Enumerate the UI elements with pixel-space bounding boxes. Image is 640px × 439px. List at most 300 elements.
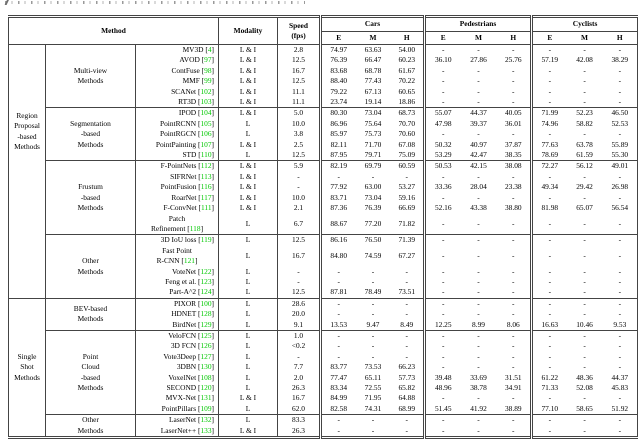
metric-pedestrians-easy: - xyxy=(442,250,445,260)
metric-pedestrians-hard: - xyxy=(497,246,532,267)
metric-cyclists-easy: - xyxy=(548,76,552,86)
metric-cyclists-moderate: 48.36 xyxy=(576,372,593,382)
method-category-label: Region Proposal -based Methods xyxy=(9,45,46,299)
metric-pedestrians-moderate: - xyxy=(477,362,480,372)
method-name: Fast Point R-CNN [121] xyxy=(136,246,219,267)
metric-cars-moderate: 73.04 xyxy=(364,192,382,202)
method-subcategory-label: BEV-based Methods xyxy=(46,298,136,330)
metric-cars-hard: 71.39 xyxy=(391,235,425,246)
metric-pedestrians-moderate: 38.78 xyxy=(470,383,487,392)
metric-cyclists-moderate: - xyxy=(583,171,586,181)
metric-cyclists-hard: - xyxy=(603,415,638,426)
metric-cars-moderate: 76.50 xyxy=(356,235,391,246)
speed-value: 28.6 xyxy=(278,298,321,309)
metric-pedestrians-moderate: 27.86 xyxy=(470,55,487,65)
metric-cars-moderate: 79.71 xyxy=(364,150,382,160)
metric-cyclists-easy: 77.63 xyxy=(541,139,559,149)
metric-cyclists-hard: - xyxy=(618,65,622,75)
metric-cyclists-hard: - xyxy=(618,341,622,351)
metric-pedestrians-hard: 38.89 xyxy=(497,404,532,415)
modality-value: L xyxy=(219,341,278,351)
metric-pedestrians-easy: 51.45 xyxy=(434,403,452,413)
metric-cars-easy: 80.30 xyxy=(321,108,356,119)
metric-pedestrians-moderate: - xyxy=(477,192,480,202)
metric-pedestrians-easy: - xyxy=(425,235,461,246)
metric-pedestrians-moderate: - xyxy=(477,341,480,351)
metric-cyclists-easy: - xyxy=(548,250,552,260)
modality-value: L & I xyxy=(219,76,278,86)
metric-cars-easy: 83.34 xyxy=(330,383,348,392)
metric-cars-moderate: 75.64 xyxy=(364,118,382,128)
citation-link[interactable]: 109 xyxy=(200,403,212,413)
method-name: PointPillars [109] xyxy=(136,404,219,415)
speed-value: - xyxy=(278,352,321,362)
citation-link[interactable]: 112 xyxy=(200,161,212,171)
modality-value: L & I xyxy=(219,108,278,119)
metric-cyclists-hard: 55.30 xyxy=(611,150,629,160)
metric-cars-moderate: 77.43 xyxy=(364,76,382,86)
metric-cars-easy: 84.99 xyxy=(330,393,348,403)
metric-pedestrians-easy: 33.36 xyxy=(434,182,452,192)
metric-pedestrians-easy: - xyxy=(442,362,445,372)
method-name: MVX-Net [131] xyxy=(136,393,219,403)
modality-value: L xyxy=(219,277,278,287)
metric-cars-moderate: 63.63 xyxy=(356,45,391,56)
citation-link[interactable]: 97 xyxy=(204,55,212,65)
metric-cyclists-moderate: - xyxy=(583,309,586,319)
metric-pedestrians-hard: - xyxy=(497,76,532,86)
metric-cars-moderate: 73.53 xyxy=(364,362,382,372)
speed-value: - xyxy=(278,277,321,287)
metric-cyclists-moderate: 56.12 xyxy=(567,161,603,172)
metric-cyclists-easy: - xyxy=(548,309,552,319)
citation-link[interactable]: 119 xyxy=(200,235,212,245)
metric-cars-easy: 85.97 xyxy=(330,129,348,139)
modality-value: L xyxy=(219,119,278,129)
metric-cyclists-hard: 52.53 xyxy=(611,118,629,128)
speed-value: 26.3 xyxy=(278,383,321,393)
modality-value: L & I xyxy=(219,193,278,203)
citation-link[interactable]: 121 xyxy=(183,256,195,266)
metric-cyclists-moderate: - xyxy=(583,250,586,260)
metric-cyclists-moderate: 58.82 xyxy=(576,118,593,128)
citation-link[interactable]: 113 xyxy=(200,171,212,181)
metric-cars-moderate: 65.11 xyxy=(364,372,382,382)
method-name: 3DBN [130] xyxy=(136,362,219,372)
metric-pedestrians-hard: 31.51 xyxy=(497,373,532,383)
speed-value: 16.7 xyxy=(278,393,321,403)
metric-cyclists-hard: - xyxy=(618,97,622,107)
metric-cars-easy: 13.53 xyxy=(330,319,348,329)
metric-cyclists-moderate: 58.65 xyxy=(576,403,593,413)
metric-cyclists-moderate: - xyxy=(583,129,586,139)
speed-value: 12.5 xyxy=(278,76,321,86)
metric-pedestrians-easy: - xyxy=(425,330,461,341)
metric-cyclists-moderate: - xyxy=(583,393,586,403)
metric-cyclists-easy: - xyxy=(532,45,567,56)
metric-cars-moderate: 74.59 xyxy=(364,250,382,260)
metric-pedestrians-easy: 12.25 xyxy=(434,319,452,329)
metric-cyclists-easy: 77.10 xyxy=(541,403,559,413)
metric-cars-easy: 88.40 xyxy=(330,76,348,86)
metric-pedestrians-moderate: 8.99 xyxy=(472,319,485,329)
metric-cyclists-hard: 49.01 xyxy=(603,161,638,172)
method-name: 3D FCN [126] xyxy=(136,341,219,351)
metric-cars-easy: - xyxy=(337,425,340,435)
metric-cars-easy: 86.96 xyxy=(330,118,348,128)
metric-pedestrians-moderate: 42.15 xyxy=(461,161,497,172)
modality-value: L & I xyxy=(219,66,278,76)
metric-cars-moderate: 76.39 xyxy=(364,203,382,213)
metric-pedestrians-easy: 39.48 xyxy=(434,372,452,382)
citation-link[interactable]: 123 xyxy=(200,276,212,286)
speed-value: 12.5 xyxy=(278,55,321,65)
speed-label-line2: (fps) xyxy=(291,31,306,40)
metric-cars-moderate: 63.00 xyxy=(364,182,382,192)
metric-cars-easy: 87.95 xyxy=(330,150,348,160)
method-name: PIXOR [100] xyxy=(136,298,219,309)
citation-link[interactable]: 128 xyxy=(200,309,212,319)
citation-link[interactable]: 125 xyxy=(200,330,212,340)
metric-pedestrians-moderate: - xyxy=(477,76,480,86)
metric-cars-easy: 83.71 xyxy=(330,192,348,202)
citation-link[interactable]: 116 xyxy=(200,182,212,192)
metric-cars-hard: 70.70 xyxy=(391,119,425,129)
metric-cars-hard: 60.23 xyxy=(391,55,425,65)
metric-pedestrians-moderate: - xyxy=(477,425,480,435)
speed-value: 20.0 xyxy=(278,309,321,319)
modality-value: L xyxy=(219,404,278,415)
metric-cars-hard: - xyxy=(391,298,425,309)
method-subcategory-label: Frustum -based Methods xyxy=(46,161,136,235)
metric-cars-moderate: 19.14 xyxy=(364,97,382,107)
citation-link[interactable]: 127 xyxy=(200,351,212,361)
metric-cars-easy: 23.74 xyxy=(330,97,348,107)
citation-link[interactable]: 106 xyxy=(200,129,212,139)
metric-pedestrians-easy: 47.98 xyxy=(434,118,452,128)
metric-pedestrians-moderate: 40.97 xyxy=(470,139,487,149)
method-name: HDNET [128] xyxy=(136,309,219,319)
speed-value: 10.0 xyxy=(278,119,321,129)
method-name: PointRCNN [105] xyxy=(136,119,219,129)
citation-link[interactable]: 102 xyxy=(200,86,212,96)
benchmark-results-table xyxy=(8,15,638,439)
metric-cyclists-easy: - xyxy=(548,425,552,435)
metric-cars-easy: - xyxy=(321,298,356,309)
speed-value: 2.5 xyxy=(278,140,321,150)
metric-cyclists-easy: - xyxy=(548,65,552,75)
modality-value: L & I xyxy=(219,45,278,56)
metric-pedestrians-easy: - xyxy=(442,425,445,435)
metric-cars-easy: 76.39 xyxy=(330,55,348,65)
speed-value: <0.2 xyxy=(278,341,321,351)
citation-link[interactable]: 133 xyxy=(200,425,212,435)
metric-cars-easy: 74.97 xyxy=(321,45,356,56)
metric-cars-easy: 82.19 xyxy=(321,161,356,172)
metric-pedestrians-moderate: - xyxy=(477,266,480,276)
method-name: 3D IoU loss [119] xyxy=(136,235,219,246)
citation-link[interactable]: 105 xyxy=(200,118,212,128)
metric-cyclists-hard: - xyxy=(618,129,622,139)
citation-link[interactable]: 110 xyxy=(200,150,212,160)
metric-pedestrians-hard: - xyxy=(497,66,532,76)
col-header-cars: Cars xyxy=(321,17,425,32)
metric-cars-moderate: - xyxy=(371,351,375,361)
col-header-modality: Modality xyxy=(219,17,278,45)
metric-cyclists-easy: 49.34 xyxy=(541,182,559,192)
metric-pedestrians-easy: - xyxy=(442,65,445,75)
metric-cyclists-hard: 38.29 xyxy=(611,55,629,65)
metric-cars-hard: 68.99 xyxy=(391,404,425,415)
metric-cars-moderate: - xyxy=(371,341,375,351)
citation-link[interactable]: 117 xyxy=(200,192,212,202)
metric-pedestrians-hard: - xyxy=(497,362,532,372)
metric-cyclists-moderate: - xyxy=(567,45,603,56)
metric-cars-easy: 82.11 xyxy=(330,139,347,149)
metric-pedestrians-moderate: - xyxy=(461,415,497,426)
metric-cars-easy: - xyxy=(337,266,340,276)
metric-cars-moderate: - xyxy=(371,309,375,319)
citation-link[interactable]: 124 xyxy=(200,287,212,297)
metric-cars-easy: 77.92 xyxy=(330,182,348,192)
metric-cyclists-hard: - xyxy=(603,330,638,341)
metric-cyclists-easy: 78.69 xyxy=(541,150,559,160)
speed-value: - xyxy=(278,182,321,192)
speed-value: 2.8 xyxy=(278,45,321,56)
metric-cars-moderate: 74.31 xyxy=(364,403,382,413)
metric-cyclists-easy: - xyxy=(548,276,552,286)
metric-cars-easy: - xyxy=(321,330,356,341)
modality-value: L xyxy=(219,415,278,426)
method-name: MMF [99] xyxy=(136,76,219,86)
metric-cars-hard: 70.22 xyxy=(391,76,425,86)
metric-pedestrians-hard: 36.01 xyxy=(497,119,532,129)
modality-value: L xyxy=(219,373,278,383)
metric-cars-moderate: - xyxy=(356,298,391,309)
subcol-cyclists-hard: H xyxy=(616,32,623,42)
metric-pedestrians-hard: - xyxy=(497,235,532,246)
metric-cyclists-easy: - xyxy=(548,218,552,228)
metric-cyclists-easy: - xyxy=(548,393,552,403)
citation-link[interactable]: 129 xyxy=(200,319,212,329)
metric-cars-moderate: - xyxy=(371,171,375,181)
metric-pedestrians-hard: - xyxy=(497,45,532,56)
subcol-cyclists-easy: E xyxy=(547,32,553,42)
metric-cars-hard: 67.27 xyxy=(391,246,425,267)
table-row xyxy=(9,330,638,341)
metric-pedestrians-hard: - xyxy=(497,330,532,341)
metric-cyclists-hard: - xyxy=(618,276,622,286)
metric-pedestrians-hard: 23.38 xyxy=(497,182,532,192)
metric-cyclists-easy: - xyxy=(532,330,567,341)
col-header-method: Method xyxy=(9,17,219,45)
citation-link[interactable]: 118 xyxy=(189,223,201,233)
metric-cars-moderate: - xyxy=(356,330,391,341)
citation-link[interactable]: 130 xyxy=(200,362,212,372)
subcol-pedestrians-hard: H xyxy=(497,32,532,45)
method-name: PointFusion [116] xyxy=(136,182,219,192)
metric-pedestrians-easy: - xyxy=(442,76,445,86)
modality-value: L xyxy=(219,129,278,139)
metric-cars-moderate: 71.70 xyxy=(364,139,382,149)
modality-value: L & I xyxy=(219,393,278,403)
subcol-cyclists-moderate: M xyxy=(581,32,589,42)
citation-link[interactable]: 98 xyxy=(204,65,212,75)
citation-link[interactable]: 126 xyxy=(200,341,212,351)
metric-pedestrians-hard: 38.35 xyxy=(497,150,532,161)
metric-pedestrians-easy: - xyxy=(442,287,445,297)
metric-pedestrians-easy: 53.29 xyxy=(434,150,452,160)
metric-cyclists-moderate: 52.23 xyxy=(567,108,603,119)
metric-pedestrians-moderate: 33.69 xyxy=(470,372,487,382)
metric-cyclists-hard: 46.50 xyxy=(603,108,638,119)
metric-cyclists-hard: - xyxy=(618,76,622,86)
metric-cyclists-moderate: 61.59 xyxy=(576,150,593,160)
metric-pedestrians-easy: - xyxy=(442,218,445,228)
metric-cars-hard: 66.69 xyxy=(391,203,425,213)
metric-cyclists-hard: 26.98 xyxy=(611,182,629,192)
metric-cars-hard: - xyxy=(391,341,425,351)
metric-cyclists-easy: - xyxy=(548,86,552,96)
metric-cyclists-hard: 56.54 xyxy=(611,203,629,213)
metric-pedestrians-moderate: 43.38 xyxy=(470,203,487,213)
metric-pedestrians-hard: 38.08 xyxy=(497,161,532,172)
subcol-cars-easy: E xyxy=(336,32,342,42)
speed-value: 83.3 xyxy=(278,415,321,426)
citation-link[interactable]: 4 xyxy=(207,45,212,54)
metric-cyclists-easy: 57.19 xyxy=(541,55,559,65)
metric-pedestrians-easy: - xyxy=(442,341,445,351)
citation-link[interactable]: 120 xyxy=(200,383,212,392)
method-name: IPOD [104] xyxy=(136,108,219,119)
metric-cyclists-moderate: - xyxy=(583,287,586,297)
metric-cyclists-moderate: - xyxy=(583,86,586,96)
modality-value: L xyxy=(219,150,278,161)
metric-cyclists-moderate: 42.08 xyxy=(576,55,593,65)
method-name: PointPainting [107] xyxy=(136,140,219,150)
metric-cyclists-moderate: - xyxy=(567,235,603,246)
citation-link[interactable]: 99 xyxy=(204,76,212,86)
metric-pedestrians-easy: 52.16 xyxy=(434,203,452,213)
citation-link[interactable]: 107 xyxy=(200,139,212,149)
metric-cyclists-hard: - xyxy=(603,235,638,246)
table-row xyxy=(9,161,638,172)
method-name: AVOD [97] xyxy=(136,55,219,65)
method-name: MV3D [4] xyxy=(136,45,219,56)
metric-pedestrians-moderate: - xyxy=(477,287,480,297)
metric-pedestrians-moderate: 41.92 xyxy=(470,403,487,413)
metric-cars-easy: 86.16 xyxy=(321,235,356,246)
method-name: RoarNet [117] xyxy=(136,193,219,203)
citation-link[interactable]: 132 xyxy=(200,415,212,425)
citation-link[interactable]: 131 xyxy=(200,393,212,403)
metric-cars-hard: 53.27 xyxy=(391,182,425,192)
metric-pedestrians-moderate: - xyxy=(477,309,480,319)
modality-value: L & I xyxy=(219,140,278,150)
metric-cyclists-easy: - xyxy=(548,341,552,351)
method-name: SCANet [102] xyxy=(136,87,219,97)
metric-cyclists-moderate: - xyxy=(583,341,586,351)
metric-cyclists-easy: - xyxy=(532,298,567,309)
metric-cars-easy: 84.80 xyxy=(330,250,348,260)
metric-pedestrians-hard: - xyxy=(497,393,532,403)
metric-cyclists-moderate: - xyxy=(583,362,586,372)
method-name: F-ConvNet [111] xyxy=(136,203,219,213)
method-name: F-PointNets [112] xyxy=(136,161,219,172)
metric-cyclists-hard: - xyxy=(618,309,622,319)
modality-value: L xyxy=(219,362,278,372)
citation-link[interactable]: 111 xyxy=(200,203,212,213)
metric-cars-easy: 87.81 xyxy=(330,287,348,297)
metric-pedestrians-easy: - xyxy=(442,86,445,96)
col-header-speed xyxy=(278,17,321,45)
modality-value: L xyxy=(219,267,278,277)
metric-cars-hard: 54.00 xyxy=(391,45,425,56)
metric-pedestrians-hard: - xyxy=(497,193,532,203)
metric-cars-easy: - xyxy=(337,341,340,351)
metric-cars-hard: 70.60 xyxy=(391,129,425,139)
modality-value: L xyxy=(219,298,278,309)
metric-cyclists-easy: - xyxy=(532,415,567,426)
method-name: Part-A^2 [124] xyxy=(136,287,219,298)
method-name: ContFuse [98] xyxy=(136,66,219,76)
method-name: VeloFCN [125] xyxy=(136,330,219,341)
method-name: SECOND [120] xyxy=(136,383,219,393)
metric-pedestrians-moderate: 42.47 xyxy=(470,150,487,160)
table-body xyxy=(9,45,638,438)
modality-value: L xyxy=(219,330,278,341)
method-name: LaserNet [132] xyxy=(136,415,219,426)
metric-cars-hard: 59.16 xyxy=(391,193,425,203)
metric-pedestrians-moderate: - xyxy=(477,65,480,75)
metric-cyclists-moderate: 52.08 xyxy=(576,383,593,392)
metric-cyclists-moderate: - xyxy=(583,76,586,86)
modality-value: L xyxy=(219,287,278,298)
citation-link[interactable]: 104 xyxy=(200,108,212,118)
metric-pedestrians-moderate: 44.37 xyxy=(461,108,497,119)
metric-pedestrians-hard: 8.06 xyxy=(497,320,532,331)
metric-cyclists-hard: 44.37 xyxy=(611,372,629,382)
speed-value: 10.0 xyxy=(278,193,321,203)
metric-cyclists-moderate: - xyxy=(583,425,586,435)
citation-link[interactable]: 108 xyxy=(200,372,212,382)
citation-link[interactable]: 100 xyxy=(200,298,212,308)
speed-value: 12.5 xyxy=(278,235,321,246)
metric-cyclists-hard: - xyxy=(618,393,622,403)
metric-cyclists-easy: 16.63 xyxy=(541,319,559,329)
metric-cyclists-moderate: - xyxy=(583,351,586,361)
citation-link[interactable]: 122 xyxy=(200,266,212,276)
metric-cars-easy: 88.67 xyxy=(330,218,348,228)
metric-cyclists-easy: - xyxy=(548,192,552,202)
metric-cyclists-moderate: - xyxy=(583,276,586,286)
metric-pedestrians-easy: - xyxy=(442,393,445,403)
citation-link[interactable]: 103 xyxy=(200,97,212,107)
metric-pedestrians-hard: - xyxy=(497,87,532,97)
subcol-cars-moderate: M xyxy=(369,32,377,42)
modality-value: L xyxy=(219,246,278,267)
metric-cars-easy: 77.47 xyxy=(330,372,348,382)
speed-value: 2.1 xyxy=(278,203,321,213)
metric-pedestrians-moderate: - xyxy=(477,129,480,139)
metric-cars-moderate: - xyxy=(371,425,375,435)
metric-cyclists-easy: 81.98 xyxy=(541,203,559,213)
metric-cars-easy: 83.68 xyxy=(330,65,348,75)
metric-cars-hard: 73.51 xyxy=(391,287,425,298)
metric-cars-moderate: 77.20 xyxy=(364,218,382,228)
metric-cyclists-moderate: 65.07 xyxy=(576,203,593,213)
metric-pedestrians-moderate: 28.04 xyxy=(470,182,487,192)
